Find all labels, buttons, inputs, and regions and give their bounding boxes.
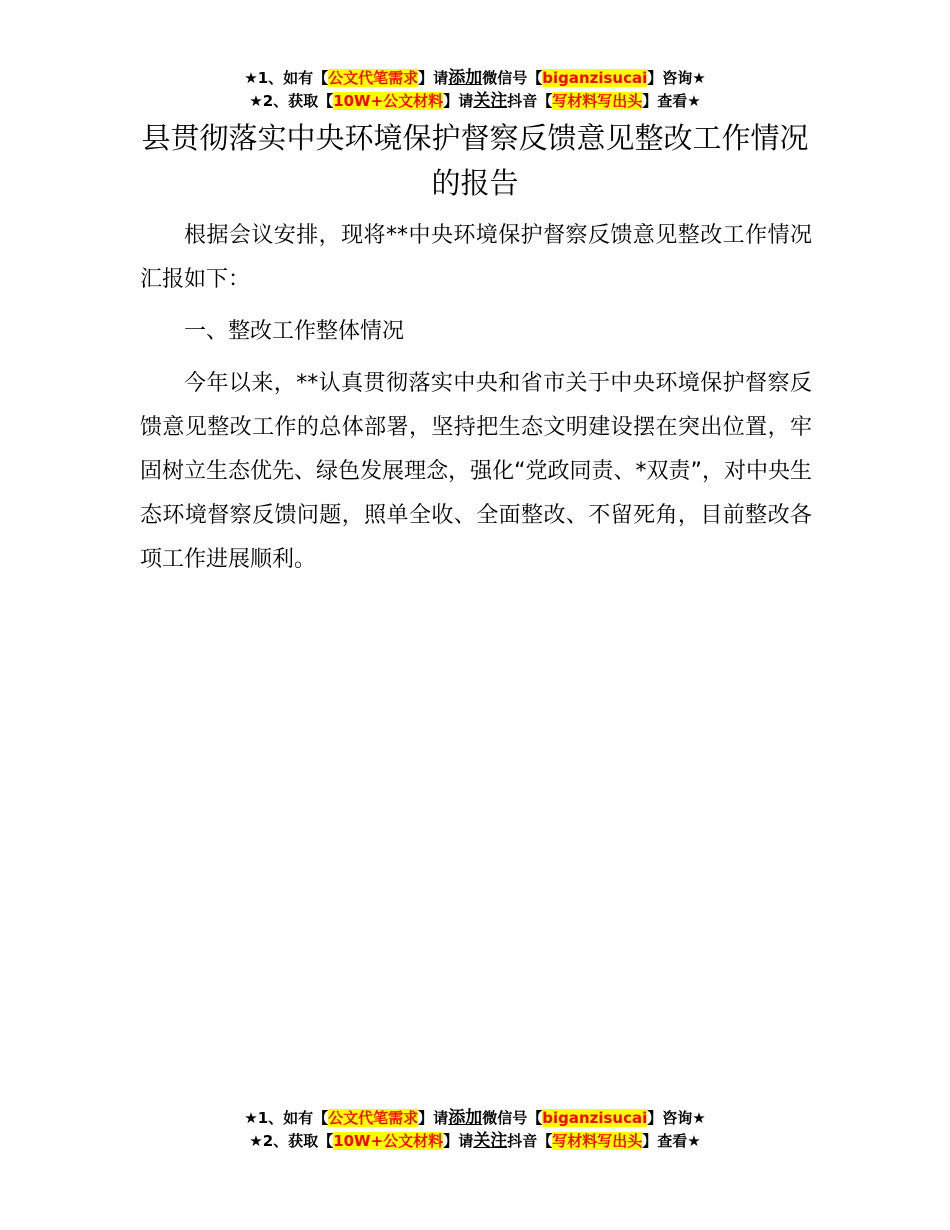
promo-highlight: 写材料写出头 [552,1132,643,1150]
promo-text: ★2、获取【 [249,1132,334,1150]
promo-highlight: 公文代笔需求 [328,1109,419,1127]
promo-text: 】查看★ [642,1132,701,1150]
top-promo-banner [0,67,950,113]
promo-text: 】咨询★ [647,69,706,87]
promo-highlight: 10W+公文材料 [333,92,444,110]
promo-text: 】查看★ [642,92,701,110]
promo-highlight: 写材料写出头 [552,92,643,110]
intro-paragraph: 根据会议安排，现将**中央环境保护督察反馈意见整改工作情况汇报如下： [140,223,812,292]
promo-text: ★1、如有【 [244,69,329,87]
promo-text: 微信号【 [482,69,543,87]
promo-highlight: biganzisucai [542,1109,648,1127]
promo-line-1 [0,1107,950,1130]
promo-text: 】请 [418,69,449,87]
promo-text: 】咨询★ [647,1109,706,1127]
document-title: 县贯彻落实中央环境保护督察反馈意见整改工作情况的报告 [141,121,809,200]
promo-underlined-text: 添加 [448,1108,483,1128]
bottom-promo-banner [0,1107,950,1153]
promo-line-2 [0,1130,950,1153]
promo-text: 】请 [418,1109,449,1127]
promo-underlined-text: 关注 [473,1131,508,1151]
promo-underlined-text: 添加 [448,68,483,88]
promo-text: ★1、如有【 [244,1109,329,1127]
promo-text: 】请 [443,92,474,110]
promo-text: ★2、获取【 [249,92,334,110]
section-heading: 一、整改工作整体情况 [184,319,405,344]
section-body-paragraph: 今年以来，**认真贯彻落实中央和省市关于中央环境保护督察反馈意见整改工作的总体部署，坚持把生态文明建设摆在突出位置，牢固树立生态优先、绿色发展理念，强化“党政同责、*双责”，对中央生态环境督察反馈问题，照单全收、全面整改、不留死角，目前整改各项工作进展顺利。 [140,371,812,572]
promo-highlight: 公文代笔需求 [328,69,419,87]
promo-text: 】请 [443,1132,474,1150]
promo-line-1 [0,67,950,90]
promo-underlined-text: 关注 [473,91,508,111]
promo-text: 微信号【 [482,1109,543,1127]
promo-text: 抖音【 [507,92,553,110]
promo-text: 抖音【 [507,1132,553,1150]
promo-highlight: 10W+公文材料 [333,1132,444,1150]
promo-line-2 [0,90,950,113]
promo-highlight: biganzisucai [542,69,648,87]
